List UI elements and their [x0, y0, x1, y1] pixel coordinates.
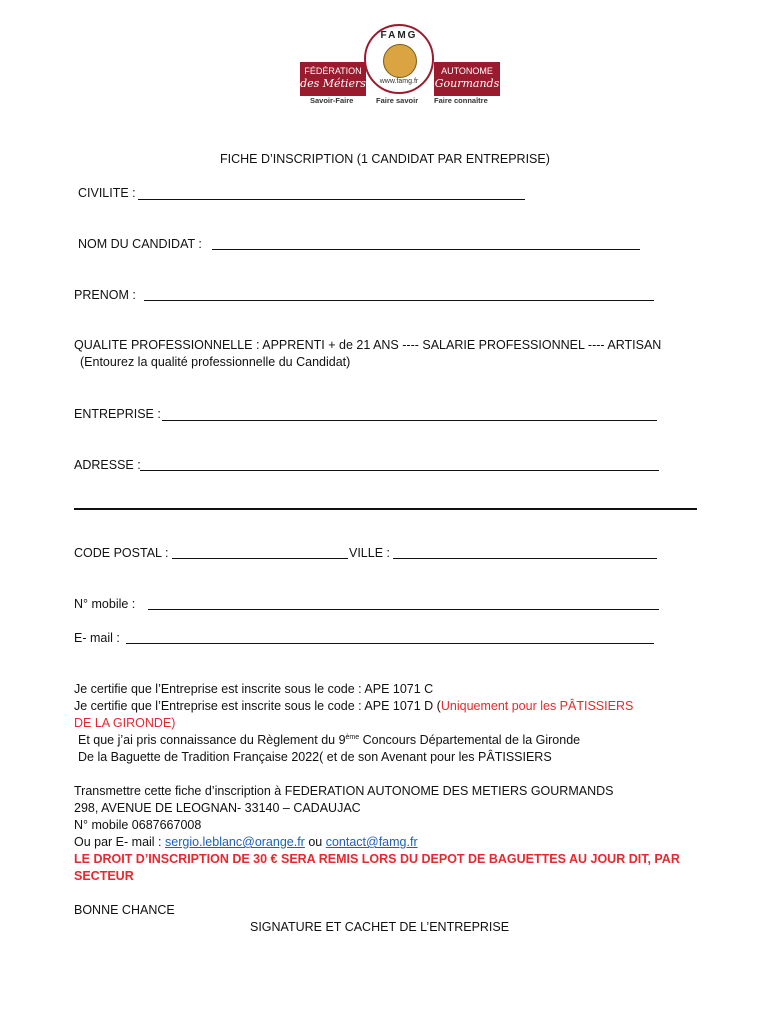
form-title: FICHE D’INSCRIPTION (1 CANDIDAT PAR ENTREPRISE): [220, 152, 550, 166]
logo-left-text-2: des Métiers: [300, 77, 366, 90]
logo-right-text-1: AUTONOME: [441, 66, 493, 76]
logo-tag-2: Faire savoir: [376, 96, 419, 105]
transmit-email-prefix: Ou par E- mail :: [74, 835, 165, 849]
entreprise-label: ENTREPRISE :: [74, 407, 161, 421]
logo-emblem: [364, 24, 434, 94]
transmit-address: 298, AVENUE DE LEOGNAN- 33140 – CADAUJAC: [74, 801, 361, 815]
logo-band-left: [300, 62, 366, 96]
logo-circle-text: FAMG: [380, 30, 418, 41]
fee-warning-2: SECTEUR: [74, 869, 134, 883]
address-line-2[interactable]: [74, 508, 697, 510]
email-field[interactable]: [126, 643, 654, 644]
entreprise-field[interactable]: [162, 420, 657, 421]
logo-band-right: [434, 62, 500, 96]
certify-reglement: [78, 733, 580, 747]
civilite-field[interactable]: [138, 199, 525, 200]
certify-reglement-sup: ème: [345, 733, 360, 741]
mobile-label: N° mobile :: [74, 597, 136, 611]
certify-ape-c: Je certifie que l’Entreprise est inscrite sous le code : APE 1071 C: [74, 682, 434, 696]
certify-reglement-b: Concours Départemental de la Gironde: [359, 733, 581, 747]
prenom-field[interactable]: [144, 300, 654, 301]
nom-label: NOM DU CANDIDAT :: [78, 237, 202, 251]
logo-url: www.famg.fr: [379, 78, 419, 85]
nom-field[interactable]: [212, 249, 640, 250]
transmit-line-1: Transmettre cette fiche d’inscription à FEDERATION AUTONOME DES METIERS GOURMANDS: [74, 784, 614, 798]
civilite-label: CIVILITE :: [78, 186, 136, 200]
certify-ape-d: [74, 699, 633, 713]
logo-right-text-2: Gourmands: [434, 77, 500, 90]
mobile-field[interactable]: [148, 609, 659, 610]
wheat-icon: [383, 44, 417, 78]
transmit-email-or: ou: [304, 835, 326, 849]
prenom-label: PRENOM :: [74, 288, 136, 302]
signature-label: SIGNATURE ET CACHET DE L’ENTREPRISE: [250, 920, 510, 934]
code-postal-label: CODE POSTAL :: [74, 546, 169, 560]
ville-field[interactable]: [393, 558, 657, 559]
certify-reglement-a: Et que j’ai pris connaissance du Règlement du 9: [78, 733, 346, 747]
certify-ape-d-text: Je certifie que l’Entreprise est inscrite sous le code : APE 1071 D (: [74, 699, 441, 713]
adresse-label: ADRESSE :: [74, 458, 141, 472]
fee-warning-1: LE DROIT D’INSCRIPTION DE 30 € SERA REMIS LORS DU DEPOT DE BAGUETTES AU JOUR DIT, PAR: [74, 852, 680, 866]
logo-tag-3: Faire connaître: [434, 96, 488, 105]
certify-baguette: De la Baguette de Tradition Française 2022( et de son Avenant pour les PÂTISSIERS: [78, 750, 552, 764]
famg-logo: [300, 22, 500, 104]
email-link-contact[interactable]: contact@famg.fr: [325, 835, 418, 849]
adresse-field[interactable]: [140, 470, 659, 471]
code-postal-field[interactable]: [172, 558, 348, 559]
qualite-note: (Entourez la qualité professionnelle du Candidat): [80, 355, 351, 369]
email-label: E- mail :: [74, 631, 120, 645]
certify-gironde: DE LA GIRONDE): [74, 716, 176, 730]
transmit-email-line: [74, 835, 418, 849]
ville-label: VILLE :: [349, 546, 390, 560]
good-luck: BONNE CHANCE: [74, 903, 175, 917]
email-link-sergio[interactable]: sergio.leblanc@orange.fr: [165, 835, 305, 849]
logo-left-text-1: FÉDÉRATION: [304, 66, 362, 76]
transmit-mobile: N° mobile 0687667008: [74, 818, 202, 832]
logo-tag-1: Savoir-Faire: [310, 96, 354, 105]
qualite-label: QUALITE PROFESSIONNELLE : APPRENTI + de 21 ANS ---- SALARIE PROFESSIONNEL ---- ARTISAN: [74, 338, 662, 352]
certify-ape-d-note: Uniquement pour les PÂTISSIERS: [440, 699, 634, 713]
